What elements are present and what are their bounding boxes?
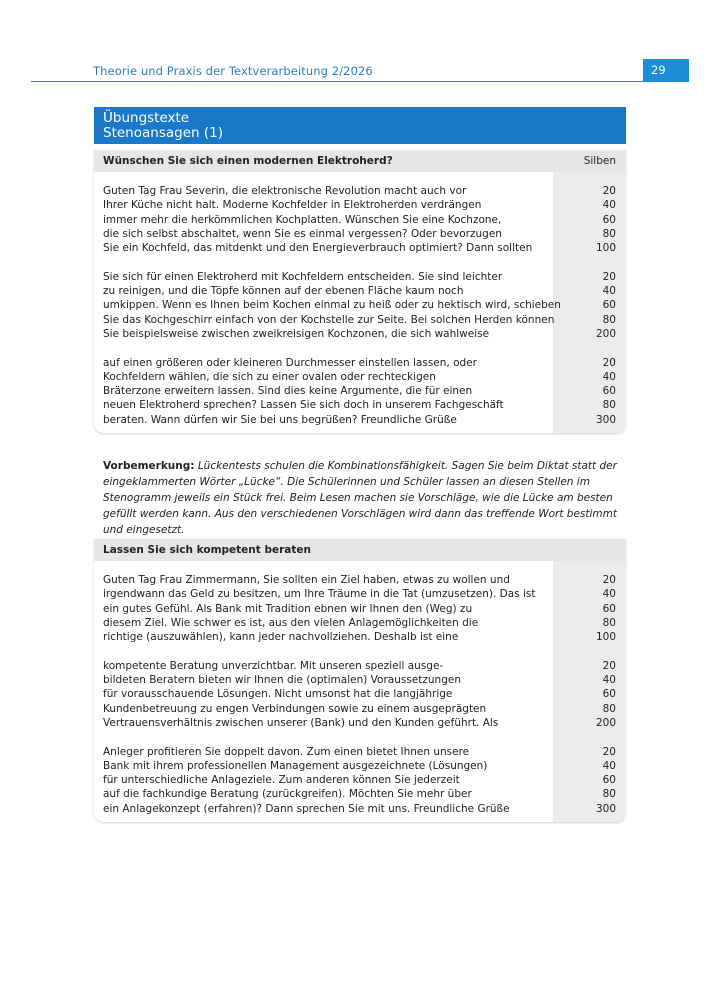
exercise-title: Lassen Sie sich kompetent beraten — [103, 544, 311, 556]
syllable-count: 40 — [602, 674, 616, 687]
text-line — [94, 184, 626, 198]
line-text: Vertrauensverhältnis zwischen unserer (Bank) und den Kunden geführt. Als — [103, 716, 499, 729]
text-line — [94, 413, 626, 427]
line-text: irgendwann das Geld zu besitzen, um Ihre Träume in die Tat (umzusetzen). Das ist — [103, 588, 536, 601]
syllable-count: 20 — [602, 745, 616, 758]
text-line — [94, 687, 626, 701]
running-title: Theorie und Praxis der Textverarbeitung 2/2026 — [93, 64, 373, 78]
syllable-count: 40 — [602, 285, 616, 298]
syllable-count: 40 — [602, 588, 616, 601]
line-text: zu reinigen, und die Töpfe können auf der ebenen Fläche kaum noch — [103, 285, 464, 298]
line-text: neuen Elektroherd sprechen? Lassen Sie sich doch in unserem Fachgeschäft — [103, 399, 504, 412]
syllable-count: 40 — [602, 370, 616, 383]
text-line — [94, 773, 626, 787]
text-line — [94, 702, 626, 716]
exercise-box-beratung — [94, 539, 626, 822]
text-line — [94, 745, 626, 759]
paragraph-gap — [94, 341, 626, 355]
note-label: Vorbemerkung: — [103, 460, 195, 472]
syllable-count: 80 — [602, 313, 616, 326]
line-text: Anleger profitieren Sie doppelt davon. Zum einen bietet Ihnen unsere — [103, 745, 470, 758]
line-text: bildeten Beratern bieten wir Ihnen die (optimalen) Voraussetzungen — [103, 674, 461, 687]
line-text: Kochfeldern wählen, die sich zu einer ovalen oder rechteckigen — [103, 370, 436, 383]
line-text: ein gutes Gefühl. Als Bank mit Tradition ebnen wir Ihnen den (Weg) zu — [103, 602, 473, 615]
syllable-count: 60 — [602, 602, 616, 615]
syllable-count: 20 — [602, 574, 616, 586]
syllable-count: 20 — [602, 659, 616, 672]
banner-line-1: Übungstexte — [103, 110, 190, 126]
exercise-header — [94, 539, 626, 561]
text-line — [94, 587, 626, 601]
text-line — [94, 198, 626, 212]
line-text: Sie das Kochgeschirr einfach von der Kochstelle zur Seite. Bei solchen Herden können — [103, 313, 555, 326]
exercise-box-elektroherd — [94, 150, 626, 433]
text-line — [94, 630, 626, 644]
preliminary-note — [103, 458, 625, 538]
syllable-count: 80 — [602, 399, 616, 412]
text-line — [94, 327, 626, 341]
paragraph-gap — [94, 730, 626, 744]
line-text: immer mehr die herkömmlichen Kochplatten. Wünschen Sie eine Kochzone, — [103, 213, 502, 226]
line-text: ein Anlagekonzept (erfahren)? Dann sprechen Sie mit uns. Freundliche Grüße — [103, 802, 510, 815]
line-text: Guten Tag Frau Zimmermann, Sie sollten ein Ziel haben, etwas zu wollen und — [103, 574, 510, 586]
syllable-count: 80 — [602, 788, 616, 801]
text-line — [94, 313, 626, 327]
syllable-count: 40 — [602, 759, 616, 772]
syllable-count: 60 — [602, 688, 616, 701]
text-line — [94, 227, 626, 241]
line-text: für vorausschauende Lösungen. Nicht umsonst hat die langjährige — [103, 688, 453, 701]
syllable-count: 100 — [595, 242, 616, 255]
line-text: für unterschiedliche Anlageziele. Zum anderen können Sie jederzeit — [103, 774, 460, 787]
syllable-count: 60 — [602, 213, 616, 226]
header-rule — [31, 81, 643, 82]
text-line — [94, 298, 626, 312]
exercise-body — [94, 561, 626, 822]
text-line — [94, 573, 626, 587]
line-text: umkippen. Wenn es Ihnen beim Kochen einmal zu heiß oder zu hektisch wird, schieben — [103, 299, 561, 312]
text-line — [94, 716, 626, 730]
line-text: die sich selbst abschaltet, wenn Sie es einmal vergessen? Oder bevorzugen — [103, 227, 502, 240]
line-text: Guten Tag Frau Severin, die elektronische Revolution macht auch vor — [103, 185, 467, 197]
section-banner — [94, 107, 626, 144]
paragraph-gap — [94, 255, 626, 269]
line-text: auf einen größeren oder kleineren Durchmesser einstellen lassen, oder — [103, 356, 477, 369]
text-line — [94, 384, 626, 398]
line-text: Sie beispielsweise zwischen zweikreisigen Kochzonen, die sich wahlweise — [103, 327, 490, 340]
text-line — [94, 241, 626, 255]
syllable-count: 20 — [602, 270, 616, 283]
syllable-count: 300 — [595, 413, 616, 426]
exercise-body — [94, 172, 626, 433]
text-line — [94, 370, 626, 384]
syllable-count: 200 — [595, 327, 616, 340]
syllable-count: 60 — [602, 774, 616, 787]
line-text: auf die fachkundige Beratung (zurückgreifen). Möchten Sie mehr über — [103, 788, 472, 801]
syllable-count: 80 — [602, 616, 616, 629]
syllable-count: 20 — [602, 356, 616, 369]
banner-line-2: Stenoansagen (1) — [103, 125, 223, 141]
line-text: Kundenbetreuung zu engen Verbindungen sowie zu einem ausgeprägten — [103, 702, 487, 715]
line-text: Bank mit ihrem professionellen Management ausgezeichnete (Lösungen) — [103, 759, 488, 772]
text-line — [94, 616, 626, 630]
syllable-count: 200 — [595, 716, 616, 729]
text-line — [94, 213, 626, 227]
text-line — [94, 759, 626, 773]
line-text: diesem Ziel. Wie schwer es ist, aus den vielen Anlagemöglichkeiten die — [103, 616, 479, 629]
text-line — [94, 673, 626, 687]
syllable-count: 80 — [602, 227, 616, 240]
text-line — [94, 356, 626, 370]
text-line — [94, 270, 626, 284]
page-number: 29 — [643, 59, 689, 82]
syllable-count: 60 — [602, 299, 616, 312]
paragraph-gap — [94, 644, 626, 658]
syllable-count: 100 — [595, 631, 616, 644]
text-line — [94, 602, 626, 616]
syllable-count: 20 — [602, 185, 616, 197]
note-text: Lückentests schulen die Kombinationsfähigkeit. Sagen Sie beim Diktat statt der eingeklammerten Wörter „Lücke“. Die Schülerinnen und Schüler lassen an diesen Stellen im Stenogramm jeweils ein Stück frei. Beim Lesen machen sie Vorschläge, wie die Lücke am besten gefüllt werden kann. Aus den verschiedenen Vorschlägen wird dann das treffende Wort bestimmt und eingesetzt. — [103, 460, 617, 536]
text-line — [94, 787, 626, 801]
syllable-count: 300 — [595, 802, 616, 815]
text-line — [94, 659, 626, 673]
syllable-count: 60 — [602, 385, 616, 398]
text-line — [94, 284, 626, 298]
line-text: Sie ein Kochfeld, das mitdenkt und den Energieverbrauch optimiert? Dann sollten — [103, 242, 533, 255]
syllable-count: 40 — [602, 199, 616, 212]
syllable-column-label: Silben — [583, 155, 616, 167]
line-text: beraten. Wann dürfen wir Sie bei uns begrüßen? Freundliche Grüße — [103, 413, 457, 426]
line-text: richtige (auszuwählen), kann jeder nachvollziehen. Deshalb ist eine — [103, 631, 459, 644]
exercise-header — [94, 150, 626, 172]
exercise-title: Wünschen Sie sich einen modernen Elektroherd? — [103, 155, 393, 167]
line-text: Sie sich für einen Elektroherd mit Kochfeldern entscheiden. Sie sind leichter — [103, 270, 503, 283]
text-line — [94, 398, 626, 412]
text-line — [94, 802, 626, 816]
line-text: kompetente Beratung unverzichtbar. Mit unseren speziell ausge- — [103, 659, 444, 672]
syllable-count: 80 — [602, 702, 616, 715]
line-text: Ihrer Küche nicht halt. Moderne Kochfelder in Elektroherden verdrängen — [103, 199, 482, 212]
line-text: Bräterzone erweitern lassen. Sind dies keine Argumente, die für einen — [103, 385, 473, 398]
